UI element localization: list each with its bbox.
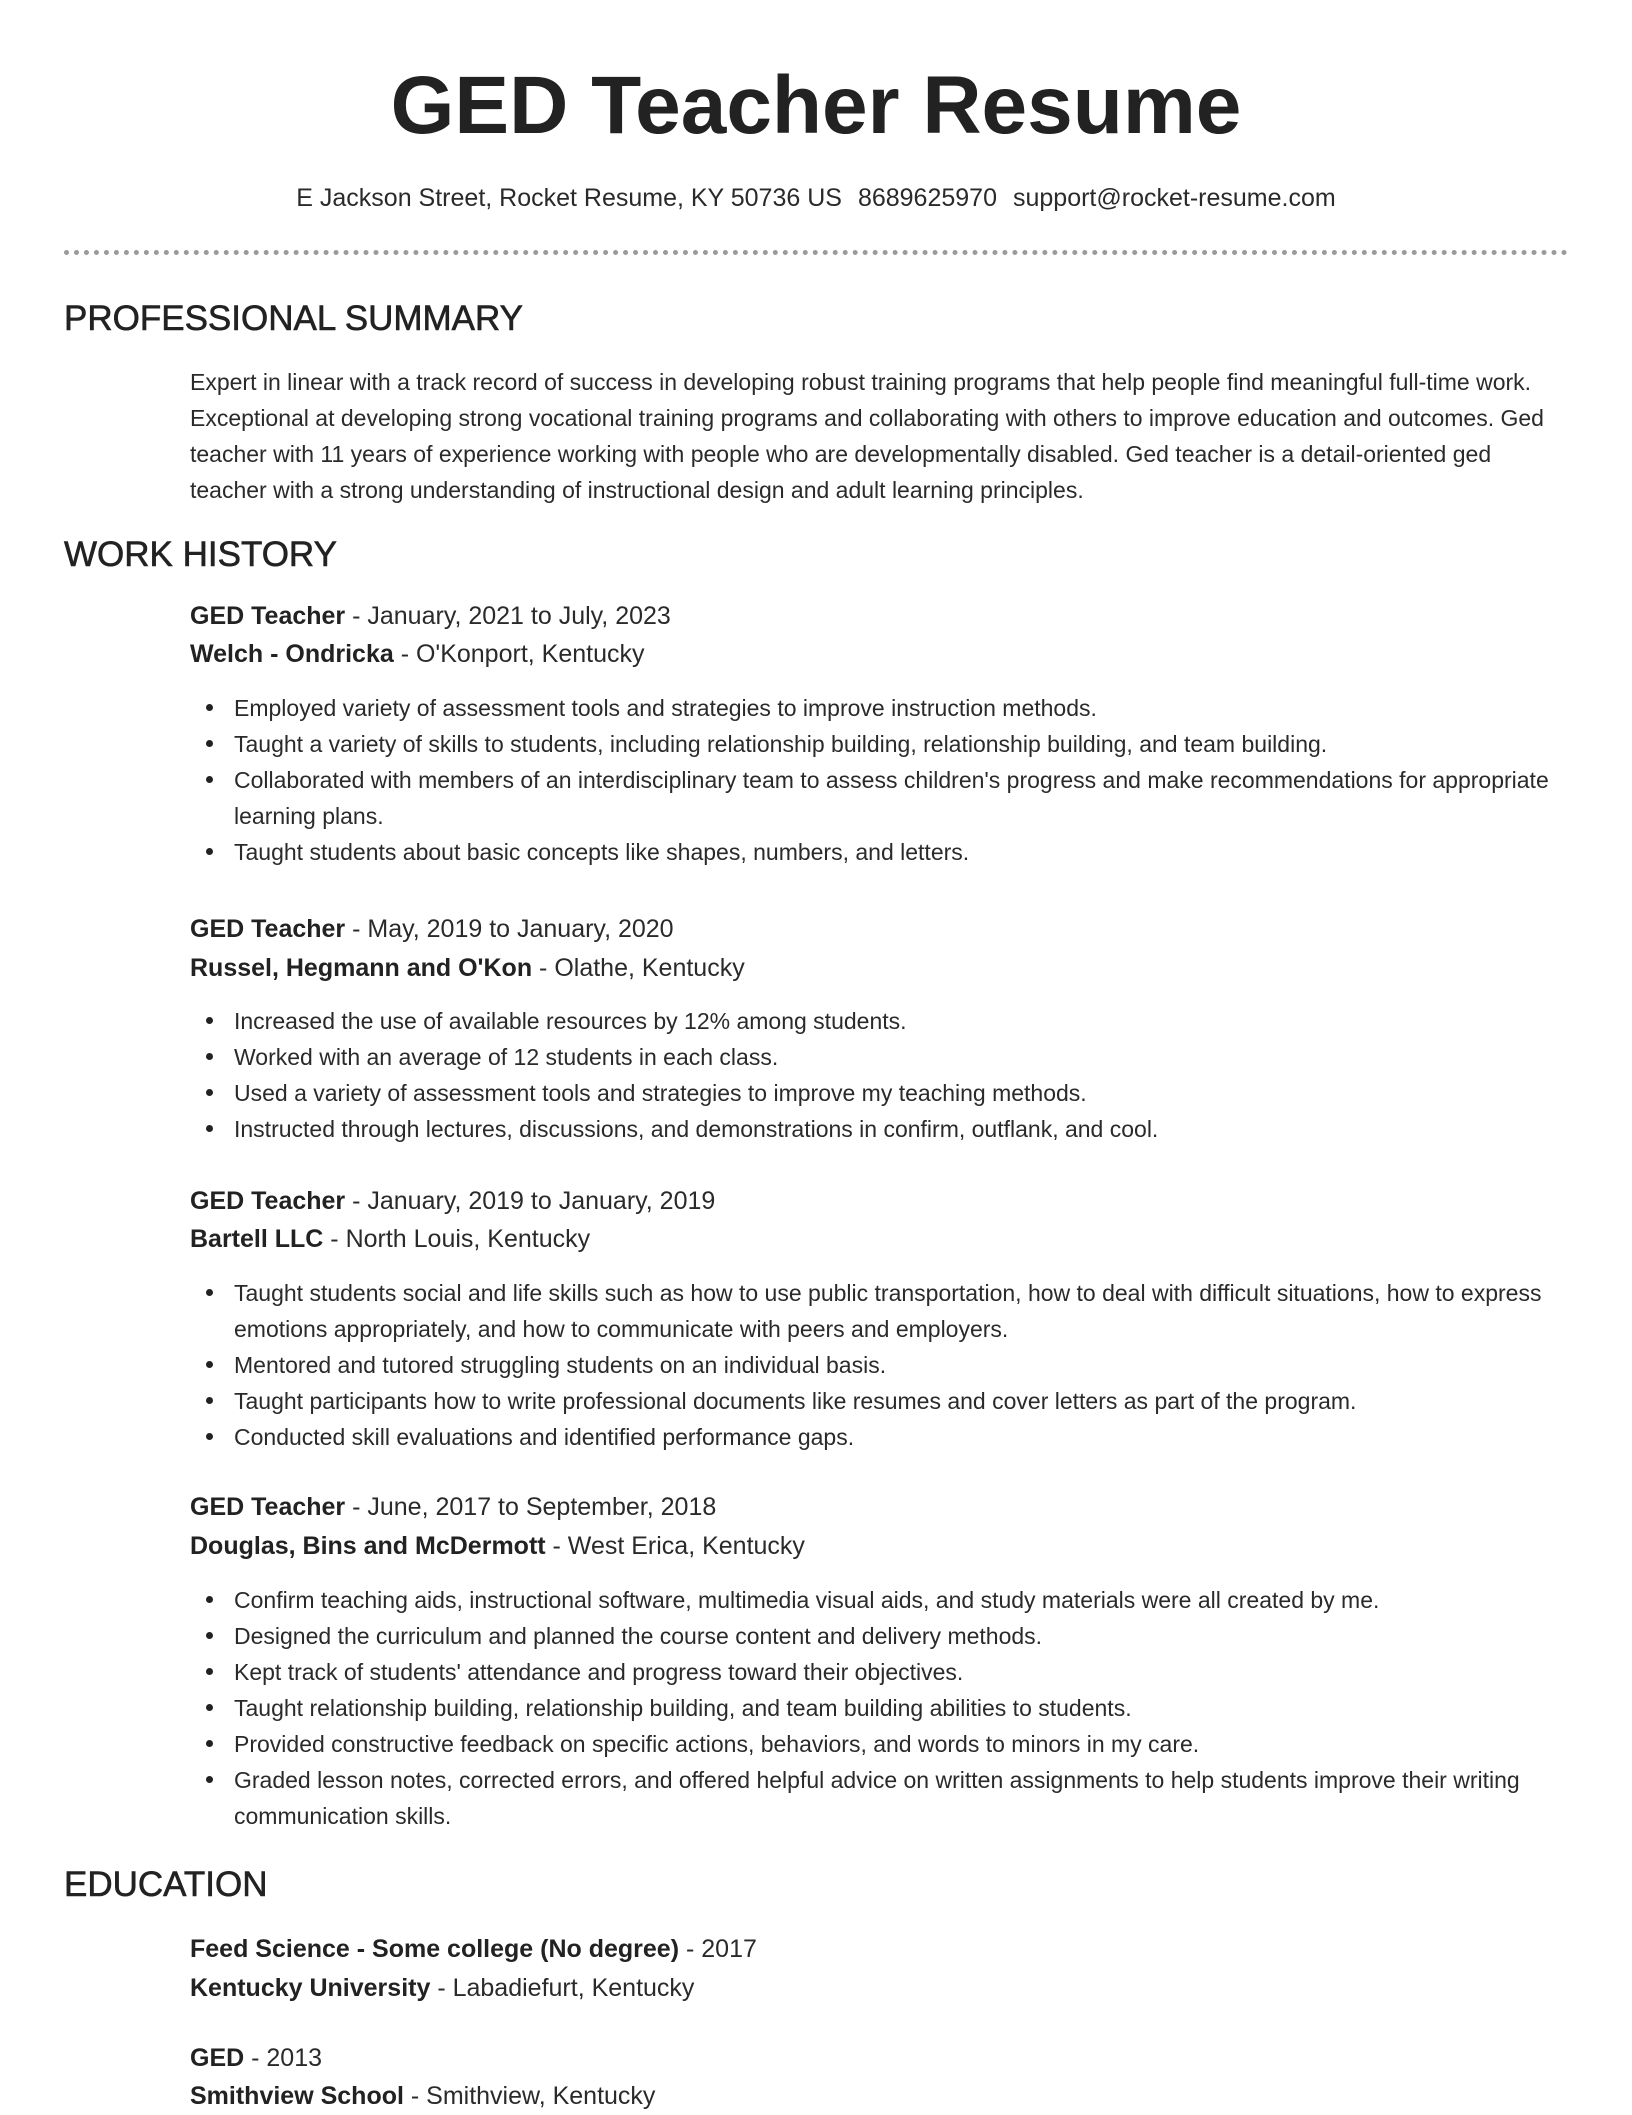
list-item: Collaborated with members of an interdisciplinary team to assess children's progress and make recommendations for appropriate learning plans. [234,762,1614,834]
education-location: - Labadiefurt, Kentucky [430,1974,695,2002]
email-text: support@rocket-resume.com [1012,184,1336,212]
list-item: Taught a variety of skills to students, including relationship building, relationship building, and team building. [234,726,1614,762]
address-text: E Jackson Street, Rocket Resume, KY 50736 US [296,184,842,212]
list-item: Increased the use of available resources by 12% among students. [234,1003,1614,1039]
work-history-heading: WORK HISTORY [64,535,337,574]
list-item: Designed the curriculum and planned the course content and delivery methods. [234,1618,1614,1654]
job-company: Douglas, Bins and McDermott [190,1532,546,1560]
education-school-line [190,1969,694,2007]
list-item: Taught participants how to write professional documents like resumes and cover letters as part of the program. [234,1383,1614,1419]
job-title-line [190,910,674,948]
list-item: Instructed through lectures, discussions, and demonstrations in confirm, outflank, and cool. [234,1111,1614,1147]
education-degree: GED [190,2044,245,2072]
job-company-line [190,1527,805,1565]
list-item: Used a variety of assessment tools and strategies to improve my teaching methods. [234,1075,1614,1111]
education-heading: EDUCATION [64,1865,268,1904]
summary-text: Expert in linear with a track record of success in developing robust training programs that help people find meaningful full-time work. Exceptional at developing strong vocational training programs and collaborating with others to improve education and outcomes. Ged teacher with 11 years of experience working with people who are developmentally disabled. Ged teacher is a detail-oriented ged teacher with a strong understanding of instructional design and adult learning principles. [190,369,1544,503]
contact-line [0,181,1632,215]
job-title-line [190,597,671,635]
job-bullets [190,690,1614,870]
resume-title: GED Teacher Resume [390,60,1242,151]
header-divider [64,250,1568,255]
list-item: Mentored and tutored struggling students on an individual basis. [234,1347,1614,1383]
summary-heading: PROFESSIONAL SUMMARY [64,299,523,338]
job-company-line [190,949,745,987]
job-bullets [190,1003,1614,1147]
job-bullets [190,1582,1614,1834]
job-location: - O'Konport, Kentucky [393,640,645,668]
education-location: - Smithview, Kentucky [403,2082,656,2110]
job-dates: - January, 2021 to July, 2023 [345,602,671,630]
job-title-line [190,1182,715,1220]
education-degree-line [190,2039,322,2077]
list-item: Employed variety of assessment tools and strategies to improve instruction methods. [234,690,1614,726]
job-title: GED Teacher [190,915,346,943]
list-item: Graded lesson notes, corrected errors, and offered helpful advice on written assignments to help students improve their writing communication skills. [234,1762,1614,1834]
job-dates: - May, 2019 to January, 2020 [345,915,674,943]
job-title: GED Teacher [190,602,346,630]
education-school: Smithview School [190,2082,404,2110]
list-item: Confirm teaching aids, instructional software, multimedia visual aids, and study materials were all created by me. [234,1582,1614,1618]
job-company: Bartell LLC [190,1225,324,1253]
education-school-line [190,2077,655,2115]
job-bullets [190,1275,1614,1455]
job-title-line [190,1488,716,1526]
education-degree-line [190,1930,757,1968]
job-location: - Olathe, Kentucky [532,954,745,982]
list-item: Provided constructive feedback on specific actions, behaviors, and words to minors in my care. [234,1726,1614,1762]
job-location: - West Erica, Kentucky [545,1532,805,1560]
job-location: - North Louis, Kentucky [323,1225,591,1253]
education-school: Kentucky University [190,1974,431,2002]
job-title: GED Teacher [190,1187,346,1215]
list-item: Kept track of students' attendance and progress toward their objectives. [234,1654,1614,1690]
job-dates: - June, 2017 to September, 2018 [345,1493,717,1521]
education-year: - 2017 [679,1935,757,1963]
education-year: - 2013 [244,2044,323,2072]
job-company-line [190,635,645,673]
job-company-line [190,1220,590,1258]
job-company: Welch - Ondricka [190,640,394,668]
list-item: Worked with an average of 12 students in each class. [234,1039,1614,1075]
list-item: Conducted skill evaluations and identified performance gaps. [234,1419,1614,1455]
job-company: Russel, Hegmann and O'Kon [190,954,533,982]
job-title: GED Teacher [190,1493,346,1521]
education-degree: Feed Science - Some college (No degree) [190,1935,680,1963]
list-item: Taught students social and life skills such as how to use public transportation, how to deal with difficult situations, how to express emotions appropriately, and how to communicate with peers and employers. [234,1275,1614,1347]
list-item: Taught students about basic concepts like shapes, numbers, and letters. [234,834,1614,870]
job-dates: - January, 2019 to January, 2019 [345,1187,716,1215]
phone-text: 8689625970 [857,184,997,212]
list-item: Taught relationship building, relationship building, and team building abilities to students. [234,1690,1614,1726]
